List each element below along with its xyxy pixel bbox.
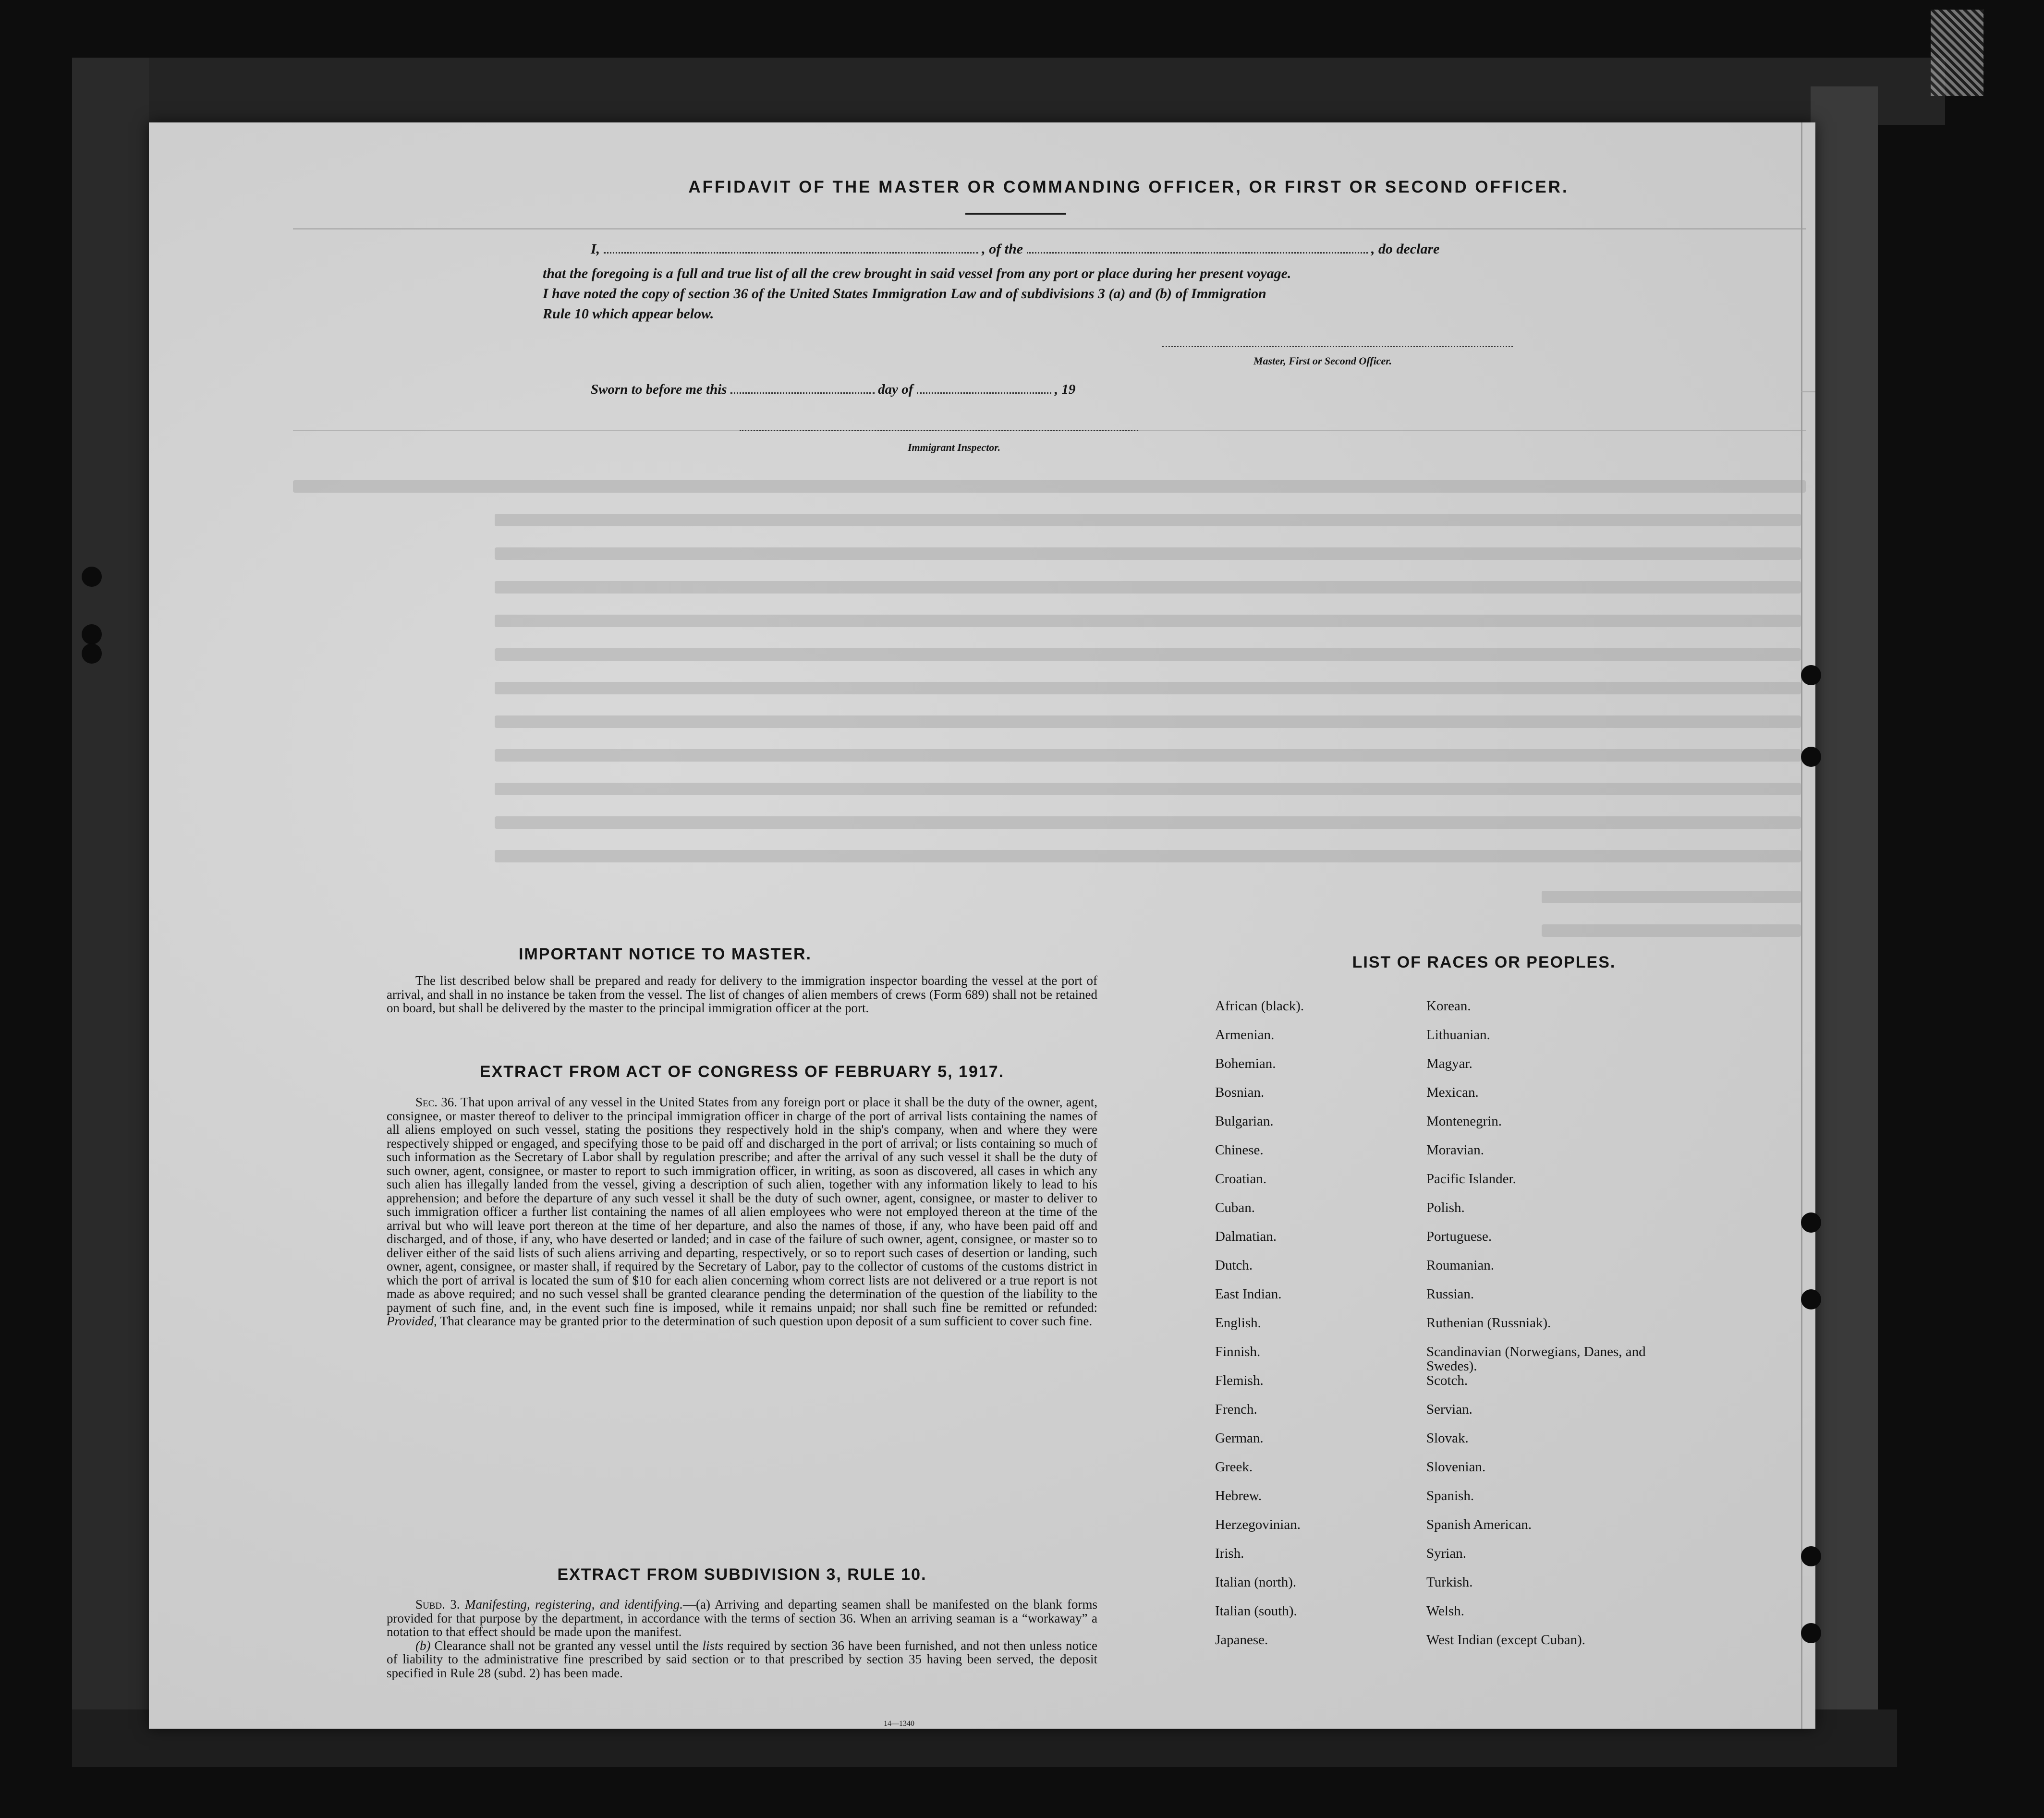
para-b-lists: lists: [702, 1638, 724, 1653]
scan-border-left: [72, 58, 149, 1767]
title-rule: [965, 213, 1066, 215]
race-item: West Indian (except Cuban).: [1426, 1632, 1586, 1648]
race-item: Slovak.: [1426, 1430, 1469, 1446]
race-item: Flemish.: [1215, 1373, 1264, 1388]
punch-hole: [1801, 1212, 1821, 1233]
inspector-caption: Immigrant Inspector.: [908, 441, 1001, 453]
race-item: Hebrew.: [1215, 1488, 1262, 1503]
race-item: Scandinavian (Norwegians, Danes, and Swedes).: [1426, 1344, 1646, 1374]
race-item: Herzegovinian.: [1215, 1517, 1301, 1532]
race-item: Turkish.: [1426, 1575, 1473, 1590]
race-item: Spanish.: [1426, 1488, 1474, 1503]
bleed-through-row: [495, 850, 1801, 862]
bleed-through-row: [495, 648, 1801, 661]
race-item: East Indian.: [1215, 1286, 1282, 1302]
race-item: Magyar.: [1426, 1056, 1472, 1071]
race-item: Moravian.: [1426, 1142, 1484, 1158]
race-item: Spanish American.: [1426, 1517, 1532, 1532]
proviso-word: Provided,: [387, 1314, 437, 1328]
notice-heading: IMPORTANT NOTICE TO MASTER.: [519, 945, 812, 963]
declaration-line-2: that the foregoing is a full and true list of all the crew brought in said vessel from any port or place during her present voyage.: [543, 266, 1291, 281]
rule-para-b: [387, 1639, 1097, 1680]
race-item: Syrian.: [1426, 1546, 1466, 1561]
affidavit-title: AFFIDAVIT OF THE MASTER OR COMMANDING OFFICER, OR FIRST OR SECOND OFFICER.: [688, 178, 1569, 196]
section-text: That upon arrival of any vessel in the United States from any foreign port or place it shall be the duty of the owner, agent, consignee, or master thereof to deliver to the principal immigration officer in charge of the port of arrival lists containing the names of all aliens employed on such vessel, stating the positions they respectively hold in the ship's company, when and where they were respectively shipped or engaged, and specifying those to be paid off and discharged in the port of arrival; or lists containing so much of such information as the Secretary of Labor shall by regulation prescribe; and after the arrival of any such vessel it shall be the duty of such owner, agent, consignee, or master to report to such immigration officer, in writing, as soon as discovered, all cases in which any such alien has illegally landed from the vessel, giving a description of such alien, together with any information likely to lead to his apprehension; and before the departure of any such vessel it shall be the duty of such owner, agent, consignee, or master to deliver to such immigration officer a further list containing the names of all alien employees who were not employed thereon at the time of the arrival but who will leave port thereon at the time of her departure, and also the names of those, if any, who have been paid off and discharged, and of those, if any, who have deserted or landed; and in case of the failure of such owner, agent, consignee, or master so to deliver either of the said lists of such aliens arriving and departing, respectively, or so to report such cases of desertion or landing, such owner, agent, consignee, or master shall, if required by the Secretary of Labor, pay to the collector of customs of the customs district in which the port of arrival is located the sum of $10 for each alien concerning whom correct lists are not delivered or a true report is not made as above required; and no such vessel shall be granted clearance pending the determination of the question of the liability to the payment of such fine, and, in the event such fine is imposed, while it remains unpaid; nor shall such fine be remitted or refunded:: [387, 1095, 1098, 1315]
bleed-through-row: [495, 816, 1801, 829]
sworn-text: Sworn to before me this: [591, 382, 727, 397]
race-item: Portuguese.: [1426, 1229, 1492, 1244]
race-item: Bohemian.: [1215, 1056, 1276, 1071]
race-item: Italian (north).: [1215, 1575, 1297, 1590]
rule-para-a: [387, 1598, 1097, 1639]
race-item: Dalmatian.: [1215, 1229, 1277, 1244]
race-item: Italian (south).: [1215, 1603, 1297, 1619]
section-label: Sec. 36.: [415, 1095, 458, 1109]
race-item: Croatian.: [1215, 1171, 1267, 1187]
document-page: [149, 122, 1815, 1729]
scan-border-top: [72, 58, 1945, 125]
inspector-blank: [740, 430, 1138, 431]
para-b-pre: Clearance shall not be granted any vessel until the: [434, 1638, 699, 1653]
race-item: English.: [1215, 1315, 1261, 1331]
race-item: Finnish.: [1215, 1344, 1261, 1359]
race-item: Bulgarian.: [1215, 1114, 1274, 1129]
races-left-column: [1215, 999, 1426, 1661]
races-heading: LIST OF RACES OR PEOPLES.: [1352, 953, 1616, 971]
bleed-through-row: [495, 682, 1801, 694]
races-right-column: [1426, 999, 1647, 1661]
race-item: Servian.: [1426, 1402, 1472, 1417]
bleed-through-row: [495, 749, 1801, 762]
para-b-post: required by section 36 have been furnished, and not then unless notice of liability to the administrative fine prescribed by said section or to that prescribed by section 35 having been served, the deposit specified in Rule 28 (subd. 2) has been made.: [387, 1638, 1098, 1680]
scan-border-right: [1811, 86, 1878, 1767]
declaration-prefix: I,: [591, 241, 600, 257]
punch-hole: [1801, 1289, 1821, 1309]
declaration-suffix: , do declare: [1371, 241, 1440, 257]
form-number: 14—1340: [884, 1720, 914, 1728]
punch-hole: [1801, 1546, 1821, 1566]
race-item: Pacific Islander.: [1426, 1171, 1516, 1187]
punch-hole: [82, 624, 102, 644]
race-item: Mexican.: [1426, 1085, 1479, 1100]
month-blank: [917, 392, 1051, 394]
bleed-through-row: [495, 715, 1801, 728]
punch-hole: [1801, 665, 1821, 685]
race-item: Greek.: [1215, 1459, 1253, 1475]
margin-rule: [1801, 122, 1802, 1729]
race-item: African (black).: [1215, 998, 1304, 1014]
scan-artifact: [1931, 10, 1983, 96]
rule-heading: EXTRACT FROM SUBDIVISION 3, RULE 10.: [557, 1565, 927, 1584]
vessel-blank: [1027, 252, 1368, 254]
act-body: [387, 1095, 1097, 1328]
bleed-through-row: [495, 615, 1801, 627]
declaration-middle: , of the: [982, 241, 1023, 257]
declaration-line-4: Rule 10 which appear below.: [543, 306, 714, 322]
notice-body: The list described below shall be prepared and ready for delivery to the immigration inspector boarding the vessel at the port of arrival, and shall in no instance be taken from the vessel. The list of changes of alien members of crews (Form 689) shall not be retained on board, but shall be delivered by the master to the principal immigration officer at the port.: [387, 973, 1097, 1015]
punch-hole: [1801, 1623, 1821, 1643]
race-item: Bosnian.: [1215, 1085, 1265, 1100]
race-item: Scotch.: [1426, 1373, 1468, 1388]
bleed-through-row: [293, 480, 1806, 493]
bleed-through-row: [495, 783, 1801, 795]
signature-caption: Master, First or Second Officer.: [1253, 355, 1392, 367]
day-blank: [730, 392, 875, 394]
race-item: Polish.: [1426, 1200, 1465, 1215]
race-item: German.: [1215, 1430, 1264, 1446]
race-item: Cuban.: [1215, 1200, 1255, 1215]
margin-rule: [1801, 391, 1815, 392]
race-item: Chinese.: [1215, 1142, 1264, 1158]
punch-hole: [82, 567, 102, 587]
race-item: Lithuanian.: [1426, 1027, 1490, 1042]
declaration-line-3: I have noted the copy of section 36 of the United States Immigration Law and of subdivisions 3 (a) and (b) of Immigration: [543, 286, 1266, 302]
bleed-through-row: [1542, 891, 1801, 903]
subd-title: Manifesting, registering, and identifying.: [465, 1597, 683, 1612]
race-item: Armenian.: [1215, 1027, 1275, 1042]
race-item: Slovenian.: [1426, 1459, 1486, 1475]
rule-body: [387, 1598, 1097, 1680]
year-prefix: , 19: [1054, 382, 1076, 397]
declaration-line-1: [591, 241, 1439, 257]
race-item: Welsh.: [1426, 1603, 1465, 1619]
race-item: Ruthenian (Russniak).: [1426, 1315, 1551, 1331]
punch-hole: [82, 643, 102, 664]
subd-label: Subd. 3.: [415, 1597, 460, 1612]
race-item: Korean.: [1426, 998, 1471, 1014]
race-item: Dutch.: [1215, 1258, 1253, 1273]
bleed-through-row: [1542, 924, 1801, 937]
act-heading: EXTRACT FROM ACT OF CONGRESS OF FEBRUARY 5, 1917.: [479, 1063, 1005, 1081]
rule-para-a-text: —(a) Arriving and departing seamen shall be manifested on the blank forms provided for that purpose by the department, in accordance with the terms of section 36. When an arriving seaman is a “workaway” a notation to that effect should be made upon the manifest.: [387, 1597, 1097, 1639]
sworn-line: [591, 382, 1075, 398]
race-item: Montenegrin.: [1426, 1114, 1502, 1129]
name-blank: [604, 252, 978, 254]
day-of-text: day of: [878, 382, 913, 397]
proviso-text: That clearance may be granted prior to the determination of such question upon deposit of a sum sufficient to cover such fine.: [439, 1314, 1093, 1328]
race-item: Japanese.: [1215, 1632, 1268, 1648]
signature-blank: [1162, 346, 1513, 347]
bleed-through-line: [293, 228, 1806, 230]
race-item: French.: [1215, 1402, 1257, 1417]
race-item: Russian.: [1426, 1286, 1474, 1302]
race-item: Roumanian.: [1426, 1258, 1494, 1273]
bleed-through-row: [495, 581, 1801, 594]
bleed-through-row: [495, 547, 1801, 560]
bleed-through-row: [495, 514, 1801, 526]
para-b-label: (b): [415, 1638, 431, 1653]
race-item: Irish.: [1215, 1546, 1244, 1561]
punch-hole: [1801, 747, 1821, 767]
